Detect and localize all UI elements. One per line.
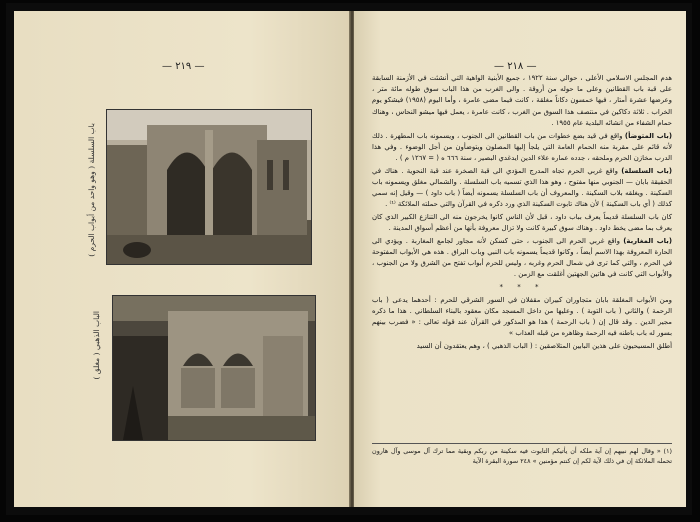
paragraph: (باب المغاربة) واقع غربي الحرم الى الجنوب ، حتى كسكن لأنه مجاور لجامع المغاربة . ويؤدي الى الحارة المعروفة بهذا الاسم أيضاً ، وكانوا قديماً يسمونه باب النبي وباب البراق . هذه هي الأبواب المفتوحة في الحرم ، والتي كما ترى في شمال الحرم وغربه ، وليس للحرم أبواب تفتح من الشرق ولا من الجنوب ، والأبواب التي كانت في هاتين الجهتين أغلقت مع الزمن . xyxy=(372,236,672,279)
section-separator: * * * xyxy=(499,283,545,292)
footnote-divider xyxy=(372,443,672,444)
golden-gate-photo-illustration xyxy=(113,296,315,440)
golden-gate-photo xyxy=(112,295,316,441)
right-page xyxy=(354,11,686,507)
body-text xyxy=(372,73,672,354)
paragraph: هدم المجلس الاسلامي الأعلى ، حوالي سنة ١٩٢٢ ، جميع الأبنية الواهية التي أنشئت في الأزمنة السابقة على قبة باب القطانين وعلى ما حوله من أروقة . والى الغرب من هذا الباب سوق طوله مائة متر ، وعرضها عشرة أمتار ، فيها خمسون دكاناً مغلقة ، كانت فيما مضى عامرة ، وأما اليوم (١٩٥٨) فيشكو يوم الخراب . ثلاثة دكاكين في منتصف هذا السوق من الغرب ، كانت عامرة ، يعمل فيها ميشو النحاس ، وهناك حمام الشفاء من انشائه البلدية عام ١٩٥٥ . xyxy=(372,74,672,127)
footnote: (١) « وقال لهم نبيهم إن آية ملكه أن يأتيكم التابوت فيه سكينة من ربكم وبقية مما ترك آل موسى وآل هارون تحمله الملائكة إن في ذلك لآية لكم إن كنتم مؤمنين » ٢٤٨ سورة البقرة الآية xyxy=(372,447,672,465)
photo-caption: باب السلسلة ( وهو واحد من أبواب الحرم ) xyxy=(87,123,96,257)
paragraph: أطلق المسيحيون على هذين البابين المتلاصقين : ( الباب الذهبي ) ، وهم يعتقدون أن السيد xyxy=(416,342,672,351)
left-page xyxy=(14,11,350,507)
paragraph: (باب السلسلة) واقع غربي الحرم تجاه المدرج المؤدي الى قبة الصخرة عند قبة النحوية . هناك في الحقيقة بابان — الجنوبي منها مفتوح ، وهو هذا الذي تسميه باب السلسلة . والشمالي مغلق ويسمونه باب السكينة . ويغلقه بلاب السكينة . والمعروف أن باب السلسلة يسمونه أيضاً ( باب داود ) — وقيل إنه سمي كذلك ( أي باب السكينة ) لأن هناك تابوت السكينة الذي ورد ذكره في القرآن والتي حملته الملائكة ⁽¹⁾ . xyxy=(372,166,672,209)
gate-photo xyxy=(106,109,312,265)
gate-photo-illustration xyxy=(107,110,311,264)
paragraph: كان باب السلسلة قديماً يعرف بباب داود ، قبل لأن الناس كانوا يخرجون منه الى التنازع الكبير الذي كان يعرف بما مضى يخط داود . وهناك سوق كبيرة كانت ولا تزال معروفة بأنها من أعظم أسواق المدينة . xyxy=(372,212,672,233)
paragraph: ومن الأبواب المغلقة بابان متجاوران كبيران مقفلان في السور الشرقي للحرم : أحدهما يدعى ( باب الرحمة ) والثاني ( باب التوبة ) . وعليها من داخل المسجد مكان معقود بالبناء السلطاني . هذا ما ذكره مجير الدين . وقد قال إن ( باب الرحمة ) هذا هو المذكور في القرآن عند قوله تعالى : « فضرب بينهم بسور له باب باطنه فيه الرحمة وظاهره من قبله العذاب » xyxy=(372,295,672,338)
page-number: — ٢١٩ — xyxy=(162,61,205,72)
page-number: — ٢١٨ — xyxy=(494,61,537,72)
paragraph: (باب المتوضأ) واقع في قيد بضع خطوات من باب القطانين الى الجنوب ، ويسمونه باب المطهرة . ذلك لأنه قائم على مقربة منه الحمام العامة التي يلجأ إليها المصلون ويتوضأون من أجل الوضوء . وفي هذا الدرب مخازن الحرم وملحقه ، جدده عماره علاء الدين ايدغدي البصير ، سنة ٦٦٦ ه ( = ١٢٦٧ م ) . xyxy=(372,131,672,162)
photo-caption: الباب الذهبي ( مغلق ) xyxy=(92,311,101,380)
section-heading: (باب المغاربة) xyxy=(623,236,672,245)
section-heading: (باب السلسلة) xyxy=(621,166,672,175)
book-spread xyxy=(6,3,692,515)
section-heading: (باب المتوضأ) xyxy=(624,131,672,140)
